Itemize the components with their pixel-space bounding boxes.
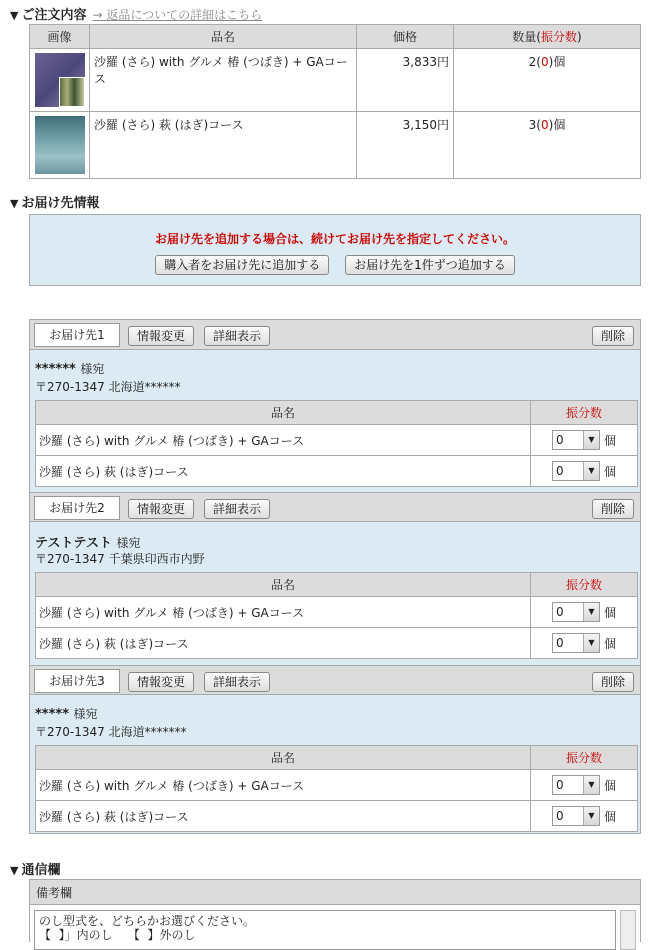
split-product-name: 沙羅 (さら) with グルメ 椿 (つばき) + GAコース <box>36 597 531 628</box>
add-buyer-as-destination-button[interactable]: 購入者をお届け先に追加する <box>155 255 329 275</box>
col-price: 価格 <box>357 25 454 49</box>
col-split: 振分数 <box>531 573 638 597</box>
order-section-title: ご注文内容 <box>21 8 87 23</box>
delete-button[interactable]: 削除 <box>592 499 634 519</box>
add-destination-one-by-one-button[interactable]: お届け先を1件ずつ追加する <box>345 255 515 275</box>
destination-toolbar <box>30 665 640 695</box>
product-price: 3,150円 <box>357 112 454 179</box>
destination-tab[interactable]: お届け先1 <box>34 323 120 347</box>
col-split: 振分数 <box>531 401 638 425</box>
delete-button[interactable]: 削除 <box>592 326 634 346</box>
split-row: 沙羅 (さら) with グルメ 椿 (つばき) + GAコース 0 ▼ 個 <box>36 425 638 456</box>
split-product-name: 沙羅 (さら) 萩 (はぎ)コース <box>36 801 531 832</box>
split-row: 沙羅 (さら) with グルメ 椿 (つばき) + GAコース 0 ▼ 個 <box>36 770 638 801</box>
col-qty-split: 振分数 <box>540 30 577 44</box>
split-product-name: 沙羅 (さら) 萩 (はぎ)コース <box>36 456 531 487</box>
memo-scrollbar[interactable] <box>620 910 636 950</box>
message-section-title: 通信欄 <box>21 863 61 878</box>
edit-info-button[interactable]: 情報変更 <box>128 672 194 692</box>
product-image[interactable] <box>35 53 85 107</box>
split-table <box>35 400 638 487</box>
triangle-down-icon: ▼ <box>10 197 19 210</box>
col-name: 品名 <box>36 401 531 425</box>
order-section-heading <box>10 4 262 23</box>
split-product-name: 沙羅 (さら) 萩 (はぎ)コース <box>36 628 531 659</box>
col-qty: 数量(振分数) <box>454 25 641 49</box>
col-name: 品名 <box>36 746 531 770</box>
col-image: 画像 <box>30 25 90 49</box>
edit-info-button[interactable]: 情報変更 <box>128 326 194 346</box>
triangle-down-icon: ▼ <box>10 864 19 877</box>
return-policy-link[interactable]: → 返品についての詳細はこちら <box>92 8 263 22</box>
recipient-name: テストテスト 様宛 <box>35 536 141 551</box>
split-quantity-select[interactable]: 0 ▼ <box>552 633 600 653</box>
split-product-name: 沙羅 (さら) with グルメ 椿 (つばき) + GAコース <box>36 770 531 801</box>
add-destination-notice: お届け先を追加する場合は、続けてお届け先を指定してください。 <box>154 232 515 246</box>
recipient-name: ****** 様宛 <box>35 362 105 377</box>
delivery-section-heading <box>10 192 99 211</box>
product-image-cell <box>30 49 90 112</box>
order-table <box>29 24 641 179</box>
add-destination-panel <box>29 214 641 286</box>
recipient-name: ***** 様宛 <box>35 707 98 722</box>
product-price: 3,833円 <box>357 49 454 112</box>
split-product-name: 沙羅 (さら) with グルメ 椿 (つばき) + GAコース <box>36 425 531 456</box>
dropdown-arrow-icon: ▼ <box>583 776 599 794</box>
recipient-address: 〒270-1347 千葉県印西市内野 <box>35 552 205 566</box>
product-name: 沙羅 (さら) with グルメ 椿 (つばき) + GAコース <box>90 49 357 112</box>
split-quantity-select[interactable]: 0 ▼ <box>552 775 600 795</box>
edit-info-button[interactable]: 情報変更 <box>128 499 194 519</box>
product-image[interactable] <box>35 116 85 174</box>
show-detail-button[interactable]: 詳細表示 <box>204 499 270 519</box>
dropdown-arrow-icon: ▼ <box>583 603 599 621</box>
destination-toolbar <box>30 492 640 522</box>
dropdown-arrow-icon: ▼ <box>583 462 599 480</box>
destinations-panel <box>29 319 641 834</box>
split-row: 沙羅 (さら) 萩 (はぎ)コース 0 ▼ 個 <box>36 628 638 659</box>
split-table <box>35 572 638 659</box>
destination-block <box>30 665 640 833</box>
col-name: 品名 <box>90 25 357 49</box>
destination-tab[interactable]: お届け先3 <box>34 669 120 693</box>
destination-block <box>30 492 640 665</box>
triangle-down-icon: ▼ <box>10 9 19 22</box>
order-row <box>30 112 641 179</box>
dropdown-arrow-icon: ▼ <box>583 634 599 652</box>
destination-tab[interactable]: お届け先2 <box>34 496 120 520</box>
split-quantity-select[interactable]: 0 ▼ <box>552 461 600 481</box>
destination-toolbar <box>30 320 640 350</box>
delete-button[interactable]: 削除 <box>592 672 634 692</box>
split-table <box>35 745 638 832</box>
order-row <box>30 49 641 112</box>
recipient-address: 〒270-1347 北海道******* <box>35 725 187 739</box>
col-name: 品名 <box>36 573 531 597</box>
product-name: 沙羅 (さら) 萩 (はぎ)コース <box>90 112 357 179</box>
product-qty: 3(0)個 <box>454 112 641 179</box>
memo-textarea[interactable]: のし型式を、どちらかお選びください。 【 】」内のし 【 】外のし <box>34 910 616 950</box>
col-split: 振分数 <box>531 746 638 770</box>
recipient-address: 〒270-1347 北海道****** <box>35 380 181 394</box>
split-row: 沙羅 (さら) with グルメ 椿 (つばき) + GAコース 0 ▼ 個 <box>36 597 638 628</box>
show-detail-button[interactable]: 詳細表示 <box>204 326 270 346</box>
show-detail-button[interactable]: 詳細表示 <box>204 672 270 692</box>
split-row: 沙羅 (さら) 萩 (はぎ)コース 0 ▼ 個 <box>36 456 638 487</box>
destination-block <box>30 320 640 492</box>
product-image-cell <box>30 112 90 179</box>
split-quantity-select[interactable]: 0 ▼ <box>552 602 600 622</box>
split-quantity-select[interactable]: 0 ▼ <box>552 430 600 450</box>
message-section-heading <box>10 859 60 878</box>
dropdown-arrow-icon: ▼ <box>583 431 599 449</box>
product-qty: 2(0)個 <box>454 49 641 112</box>
memo-area <box>29 905 641 942</box>
split-row: 沙羅 (さら) 萩 (はぎ)コース 0 ▼ 個 <box>36 801 638 832</box>
memo-label: 備考欄 <box>29 879 641 905</box>
dropdown-arrow-icon: ▼ <box>583 807 599 825</box>
delivery-section-title: お届け先情報 <box>21 196 100 211</box>
order-table-header <box>30 25 641 49</box>
split-quantity-select[interactable]: 0 ▼ <box>552 806 600 826</box>
